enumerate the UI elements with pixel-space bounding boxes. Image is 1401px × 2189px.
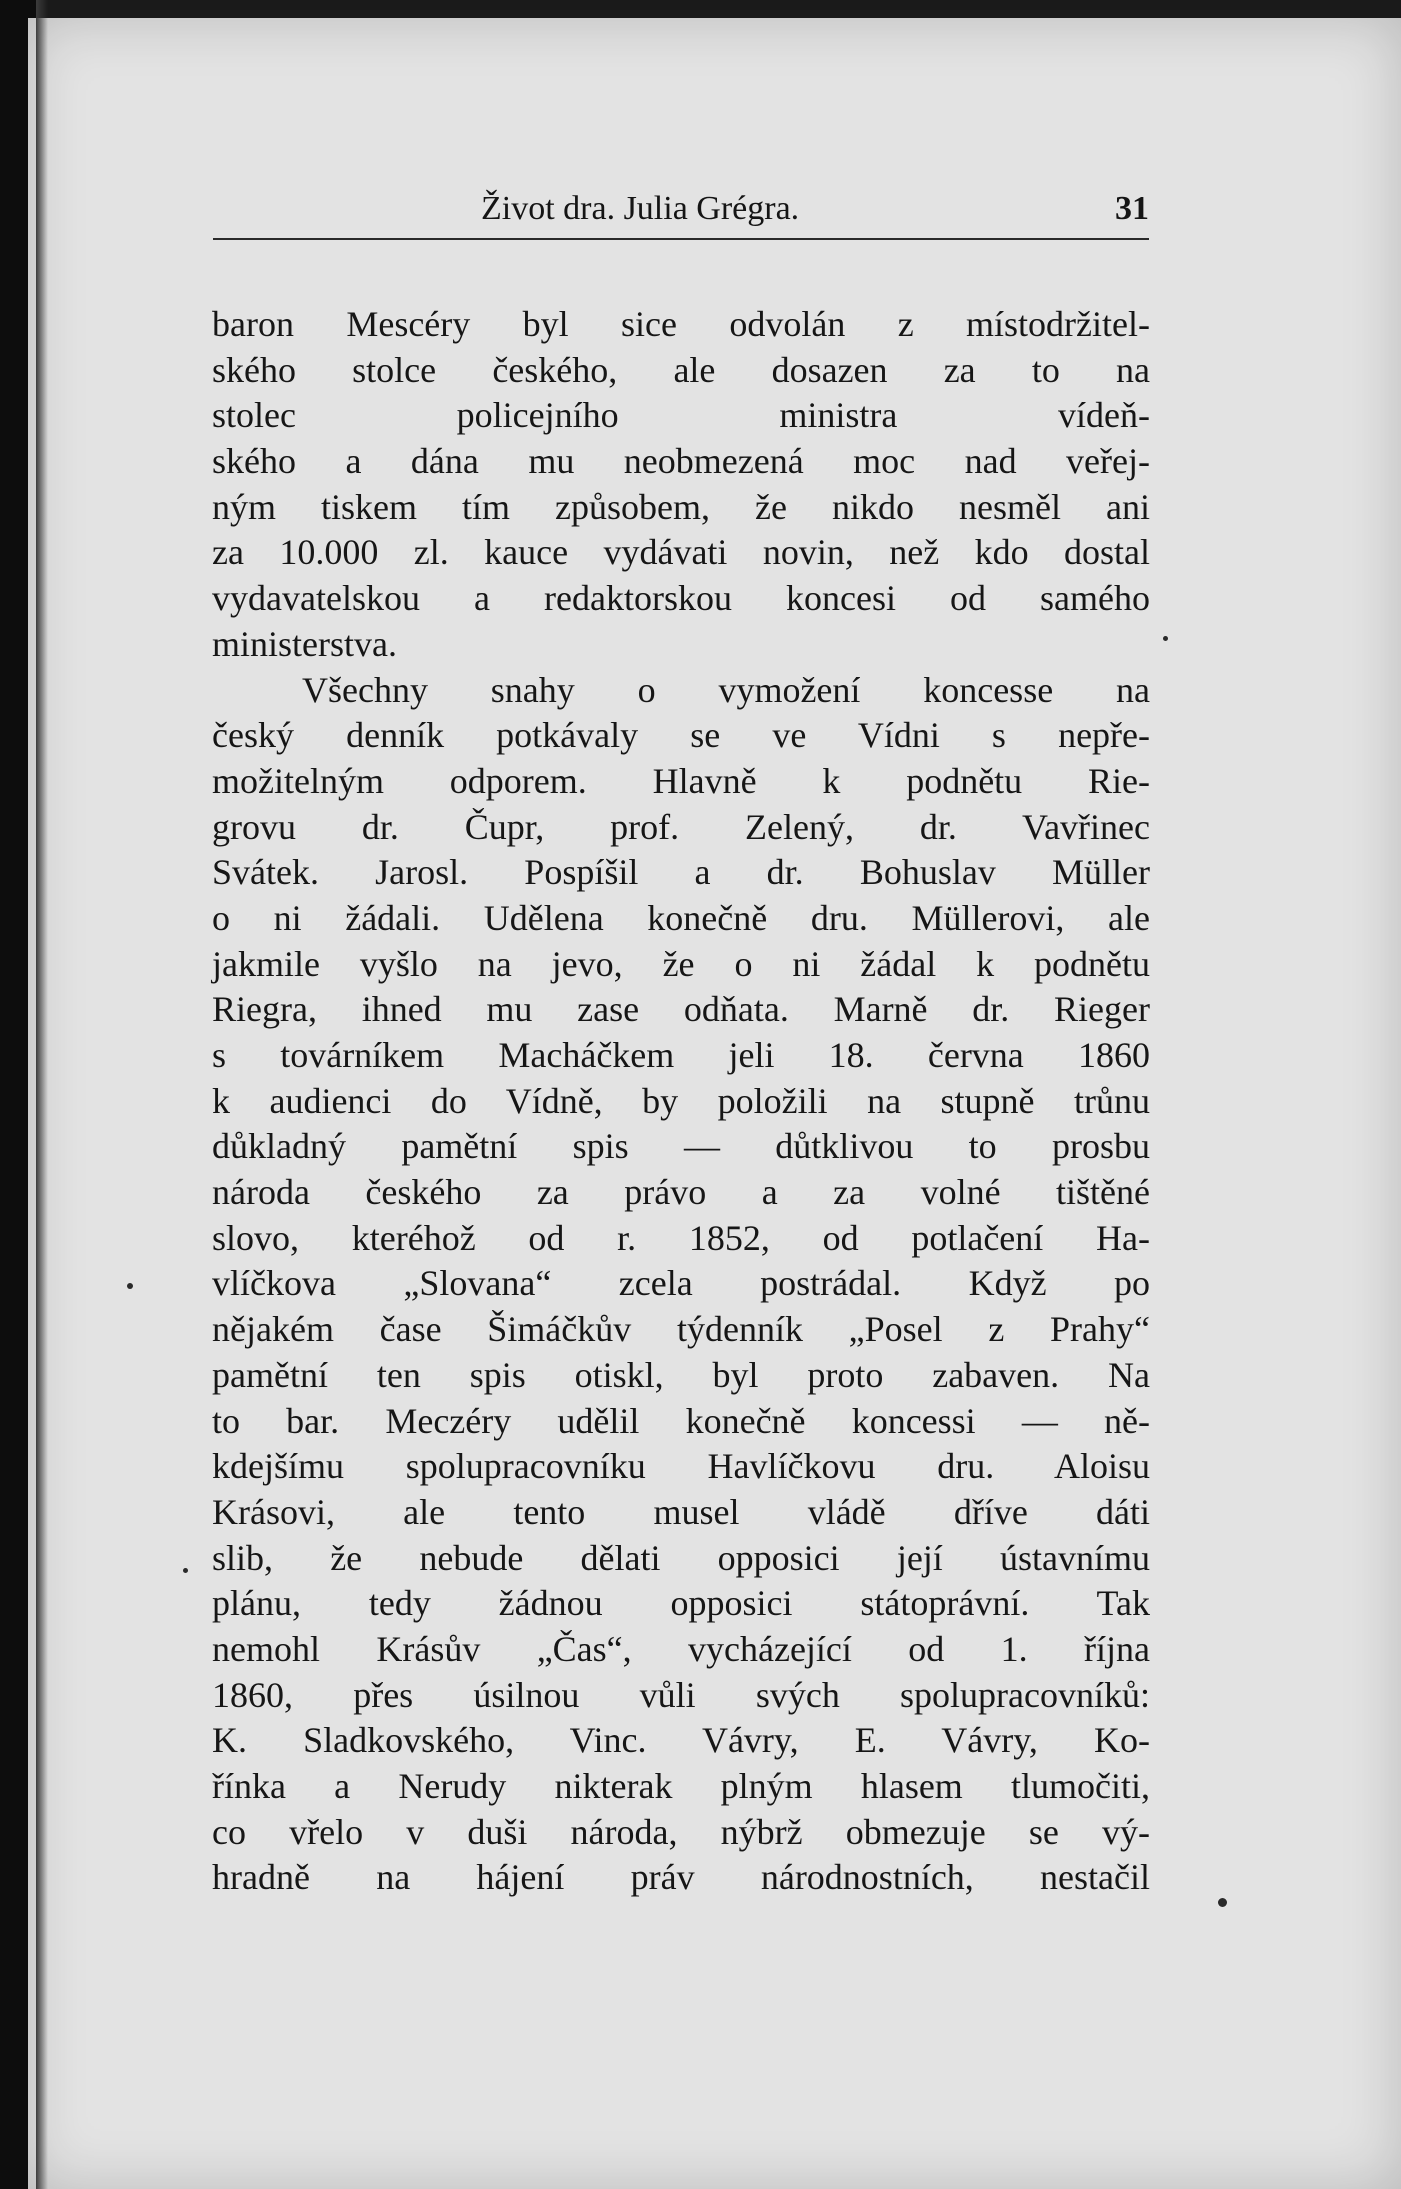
paper-speck [1218,1898,1227,1907]
text-line: to bar. Meczéry udělil konečně koncessi — ně- [212,1400,1150,1441]
text-line: slib, že nebude dělati opposici její ústavnímu [212,1537,1150,1578]
text-line: o ni žádali. Udělena konečně dru. Müllerovi, ale [212,897,1150,938]
text-line: nemohl Krásův „Čas“, vycházející od 1. října [212,1628,1150,1669]
paper-speck [1163,636,1168,641]
body-text [212,302,1150,1901]
text-line: ského stolce českého, ale dosazen za to na [212,349,1150,390]
page-number: 31 [1115,190,1149,227]
text-line: národa českého za právo a za volné tištěné [212,1172,1150,1213]
text-line: Svátek. Jarosl. Pospíšil a dr. Bohuslav Müller [212,852,1150,893]
text-line: důkladný pamětní spis — důtklivou to prosbu [212,1126,1150,1167]
text-line: hradně na hájení práv národnostních, nestačil [212,1857,1150,1898]
page-gutter-shadow [36,0,48,2189]
text-line: pamětní ten spis otiskl, byl proto zabaven. Na [212,1354,1150,1395]
text-line: plánu, tedy žádnou opposici státoprávní. Tak [212,1583,1150,1624]
running-header [213,190,1149,240]
text-line: 1860, přes úsilnou vůli svých spolupracovníků: [212,1674,1150,1715]
text-line: ministerstva. [212,623,397,664]
text-line: nějakém čase Šimáčkův týdenník „Posel z Prahy“ [212,1309,1150,1350]
text-line: vlíčkova „Slovana“ zcela postrádal. Když po [212,1263,1150,1304]
text-line: k audienci do Vídně, by položili na stupně trůnu [212,1080,1150,1121]
running-header-title: Život dra. Julia Grégra. [481,190,800,227]
text-line: grovu dr. Čupr, prof. Zelený, dr. Vavřinec [212,806,1150,847]
text-line: slovo, kteréhož od r. 1852, od potlačení Ha- [212,1217,1150,1258]
text-line: vydavatelskou a redaktorskou koncesi od samého [212,578,1150,619]
text-line: s továrníkem Macháčkem jeli 18. června 1860 [212,1035,1150,1075]
text-line: ným tiskem tím způsobem, že nikdo nesměl ani [212,486,1150,527]
text-line: řínka a Nerudy nikterak plným hlasem tlumočiti, [212,1766,1150,1806]
text-line: Všechny snahy o vymožení koncesse na [302,669,1150,710]
text-line: český denník potkávaly se ve Vídni s nepře- [212,715,1150,756]
text-line: K. Sladkovského, Vinc. Vávry, E. Vávry, Ko- [212,1720,1150,1761]
text-line: Riegra, ihned mu zase odňata. Marně dr. Rieger [212,989,1150,1030]
text-line: co vřelo v duši národa, nýbrž obmezuje se vý- [212,1811,1150,1852]
text-line: jakmile vyšlo na jevo, že o ni žádal k podnětu [212,943,1150,984]
paper-speck [127,1283,133,1289]
text-line: možitelným odporem. Hlavně k podnětu Rie- [212,760,1150,801]
paper-speck [183,1568,188,1573]
text-line: kdejšímu spolupracovníku Havlíčkovu dru. Aloisu [212,1446,1150,1487]
text-line: Krásovi, ale tento musel vládě dříve dáti [212,1491,1150,1532]
text-line: ského a dána mu neobmezená moc nad veřej- [212,441,1150,482]
text-line: za 10.000 zl. kauce vydávati novin, než kdo dostal [212,532,1150,573]
text-line: baron Mescéry byl sice odvolán z místodržitel- [212,304,1150,344]
text-line: stolec policejního ministra vídeň- [212,395,1150,436]
